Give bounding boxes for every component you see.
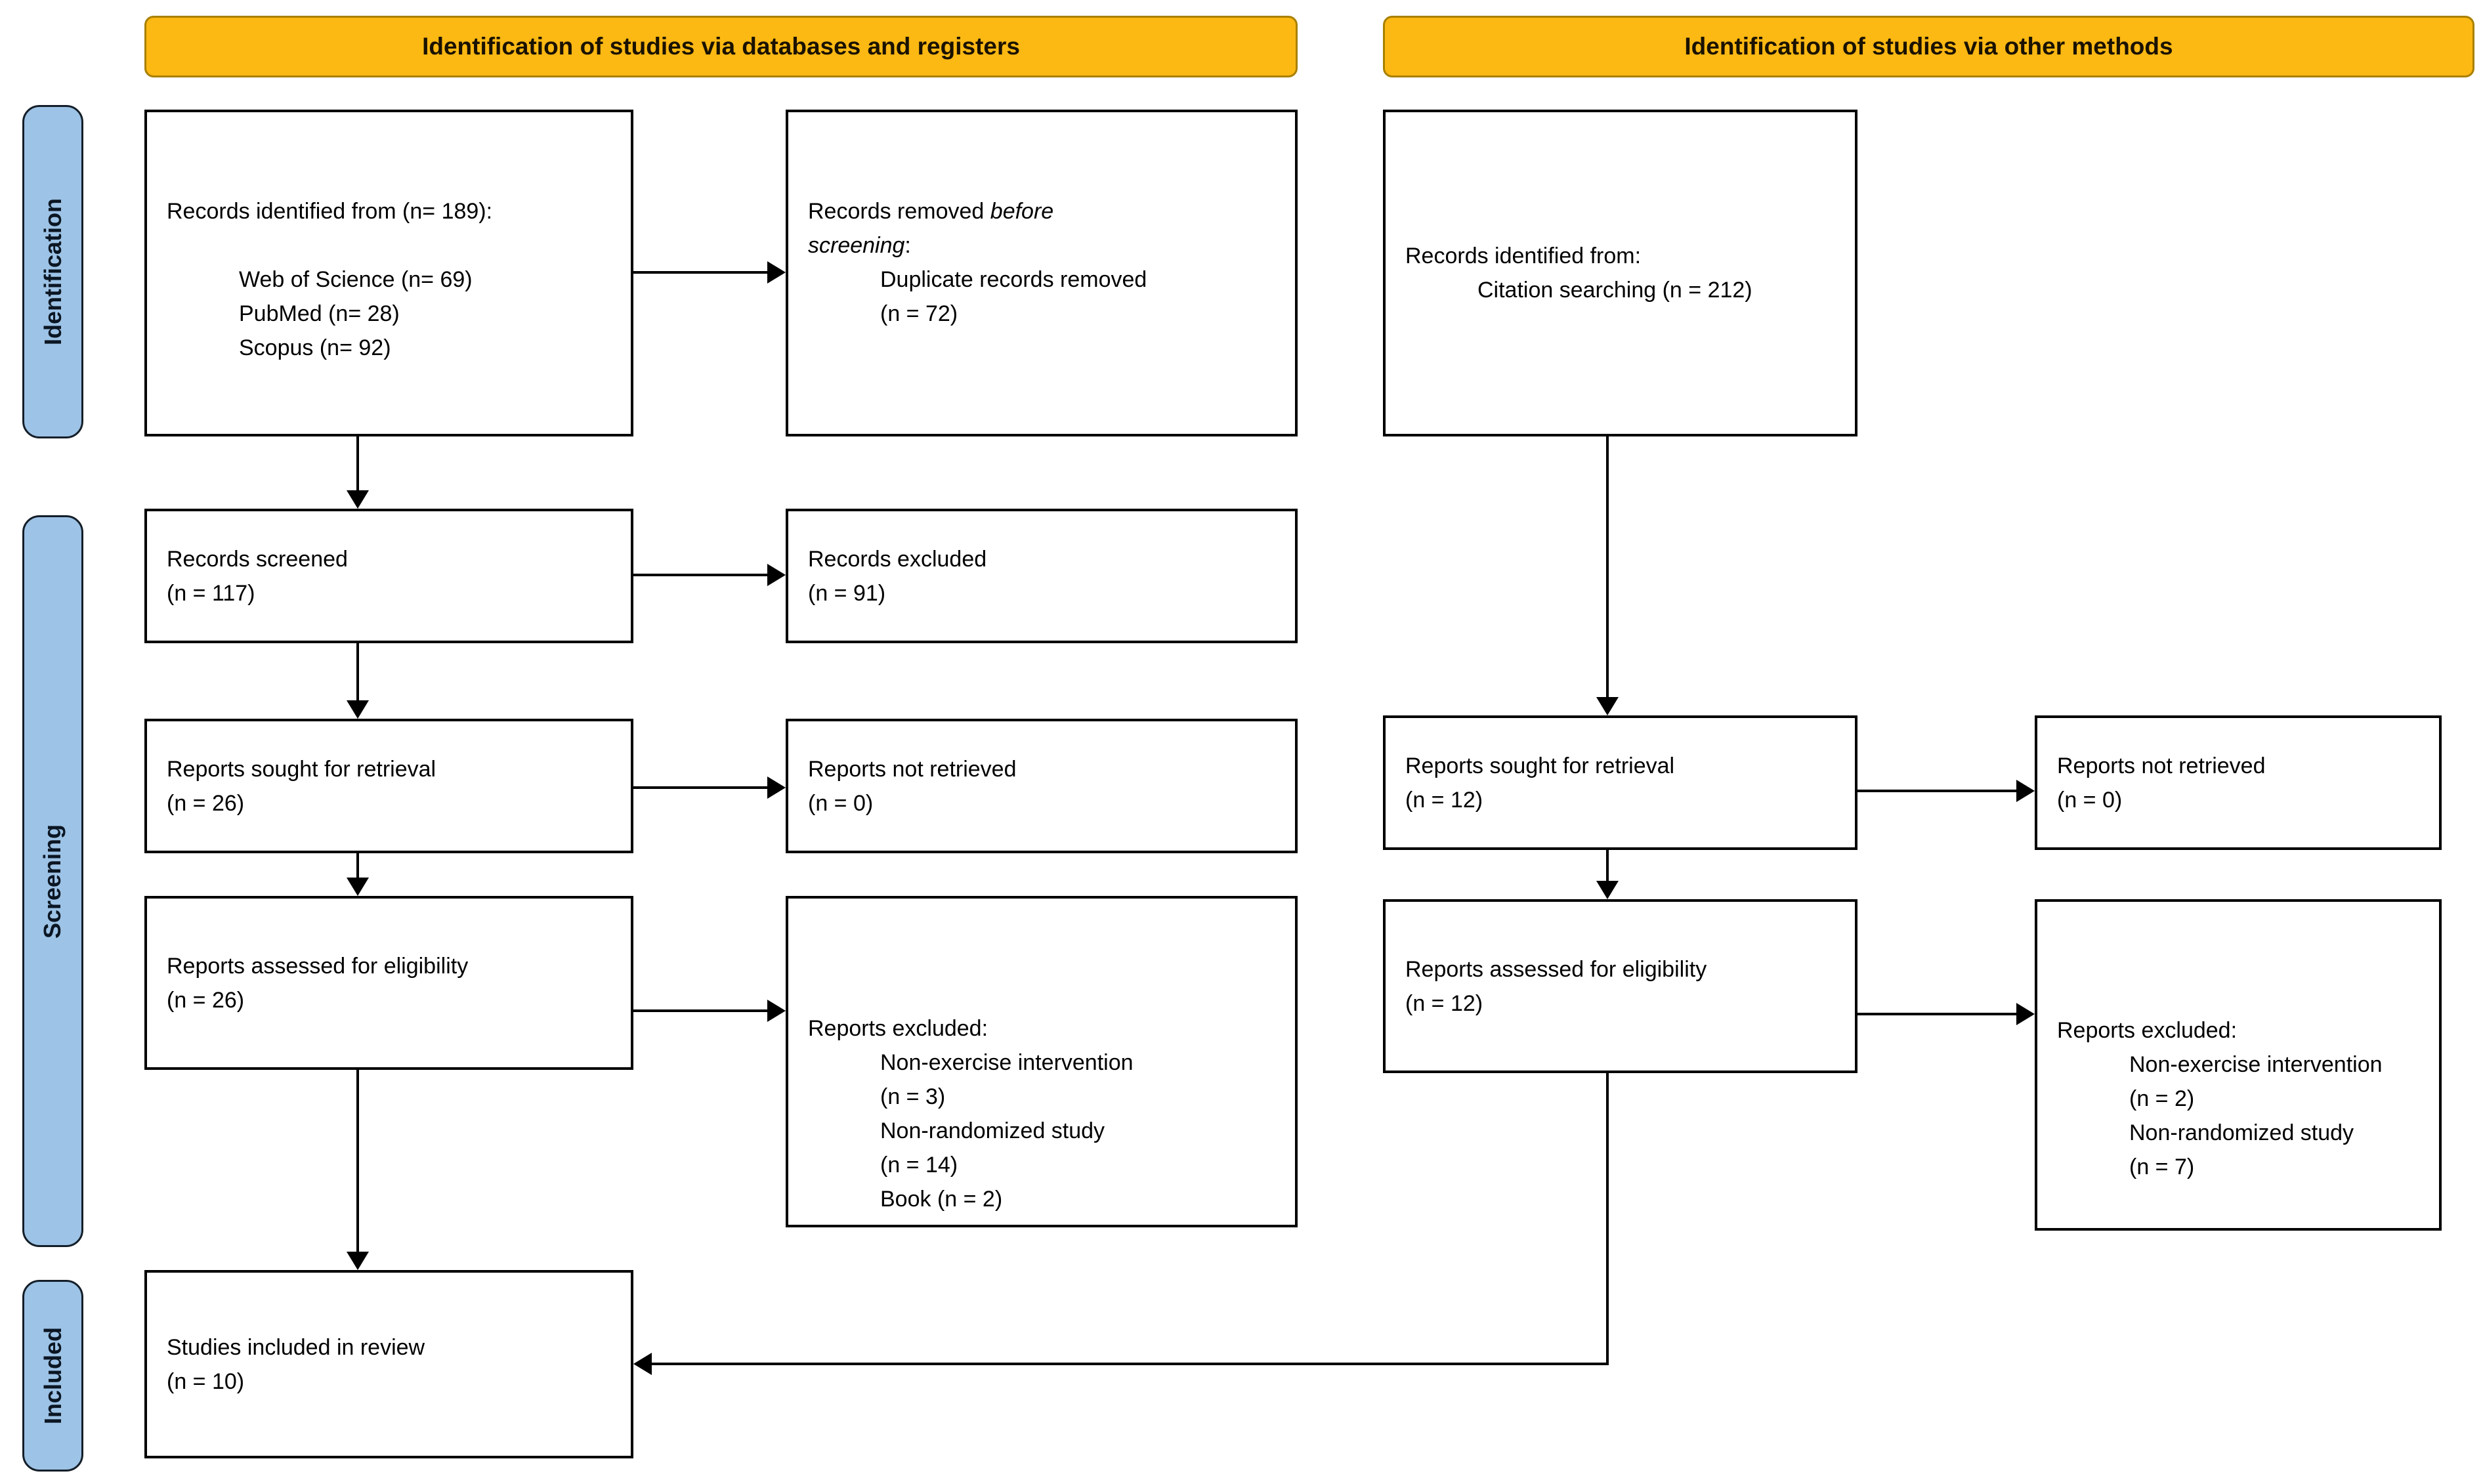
arrow-assessed-to-excluded-head bbox=[767, 1000, 786, 1022]
arrow-sought-to-not-retrieved-head bbox=[767, 776, 786, 799]
box-text-line: Scopus (n= 92) bbox=[239, 335, 391, 360]
box-text-line: Records screened bbox=[167, 546, 348, 572]
box-reports-assessed-eligibility-other bbox=[1383, 899, 1857, 1073]
box-text-line: (n = 26) bbox=[167, 790, 245, 816]
box-text-line: (n = 12) bbox=[1405, 990, 1483, 1016]
box-text-line: Book (n = 2) bbox=[880, 1187, 1003, 1212]
box-text-line: Reports sought for retrieval bbox=[1405, 753, 1675, 778]
box-text-line: (n = 91) bbox=[808, 580, 886, 606]
box-text-line: Non-exercise intervention bbox=[880, 1050, 1134, 1075]
arrow-identified-to-removed-head bbox=[767, 261, 786, 284]
box-text-line bbox=[788, 228, 1295, 263]
box-text-italic: before bbox=[990, 199, 1054, 224]
stage-label-included-text: Included bbox=[39, 1326, 66, 1425]
arrow-sought-other-to-assessed-line bbox=[1606, 850, 1609, 881]
arrow-assessed-other-to-excluded-head bbox=[2016, 1003, 2035, 1025]
box-text-line: Reports not retrieved bbox=[2057, 753, 2266, 778]
arrow-screened-to-excluded-line bbox=[633, 574, 767, 576]
box-text-line: (n = 0) bbox=[2057, 787, 2123, 813]
box-records-excluded bbox=[786, 509, 1298, 643]
stage-label-included bbox=[22, 1280, 83, 1472]
box-text-line bbox=[788, 194, 1295, 228]
arrow-assessed-to-excluded-line bbox=[633, 1009, 767, 1012]
stage-label-identification-text: Identification bbox=[39, 198, 66, 345]
box-text-line: (n = 14) bbox=[880, 1153, 958, 1177]
box-text-line: Reports not retrieved bbox=[808, 756, 1017, 782]
box-text-line: PubMed (n= 28) bbox=[239, 301, 400, 326]
banner-databases-registers: Identification of studies via databases and registers bbox=[144, 16, 1298, 77]
box-text-line: Web of Science (n= 69) bbox=[239, 267, 473, 292]
box-text-segment: Records removed bbox=[808, 199, 985, 224]
arrow-assessed-other-to-included-vertical-line bbox=[1606, 1073, 1609, 1365]
box-records-identified-other-methods bbox=[1383, 110, 1857, 436]
arrow-citation-to-sought-head bbox=[1596, 697, 1619, 715]
arrow-screened-to-sought-head bbox=[347, 700, 369, 719]
box-text-line: (n = 0) bbox=[808, 790, 874, 816]
stage-label-screening-text: Screening bbox=[39, 824, 66, 939]
box-records-identified-databases bbox=[144, 110, 633, 436]
arrow-identified-to-removed-line bbox=[633, 271, 767, 274]
arrow-sought-to-assessed-line bbox=[356, 853, 359, 878]
box-reports-not-retrieved-other bbox=[2035, 715, 2442, 850]
box-text-line: (n = 3) bbox=[880, 1084, 946, 1109]
box-reports-assessed-eligibility-databases bbox=[144, 896, 633, 1070]
box-reports-sought-retrieval-other bbox=[1383, 715, 1857, 850]
box-reports-not-retrieved-databases bbox=[786, 719, 1298, 853]
banner-other-methods: Identification of studies via other methods bbox=[1383, 16, 2474, 77]
arrow-citation-to-sought-line bbox=[1606, 436, 1609, 697]
box-studies-included-review bbox=[144, 1270, 633, 1458]
arrow-identified-to-screened-line bbox=[356, 436, 359, 490]
box-reports-excluded-other bbox=[2035, 899, 2442, 1231]
box-text-line: Reports excluded: bbox=[2057, 1018, 2238, 1043]
box-text-line: Non-exercise intervention bbox=[2129, 1052, 2383, 1077]
box-text-line: (n = 7) bbox=[2129, 1155, 2195, 1179]
arrow-assessed-other-to-excluded-line bbox=[1857, 1013, 2016, 1015]
arrow-screened-to-sought-line bbox=[356, 643, 359, 700]
box-text-line: Studies included in review bbox=[167, 1334, 425, 1360]
box-text-line: (n = 72) bbox=[880, 301, 958, 326]
box-text-line: (n = 10) bbox=[167, 1368, 245, 1394]
box-records-screened bbox=[144, 509, 633, 643]
box-text-line: Non-randomized study bbox=[2129, 1120, 2354, 1145]
arrow-assessed-to-included-head bbox=[347, 1252, 369, 1270]
box-text-line: Reports assessed for eligibility bbox=[167, 953, 469, 979]
box-text-segment: : bbox=[904, 233, 911, 258]
box-text-line: Duplicate records removed bbox=[880, 267, 1147, 292]
arrow-assessed-other-to-included-horizontal-line bbox=[652, 1363, 1609, 1365]
box-text-line: Reports assessed for eligibility bbox=[1405, 956, 1707, 982]
arrow-assessed-to-included-line bbox=[356, 1070, 359, 1252]
arrow-assessed-other-to-included-head bbox=[633, 1353, 652, 1375]
box-text-line: Records excluded bbox=[808, 546, 987, 572]
box-text-line: Reports excluded: bbox=[808, 1016, 988, 1041]
spacer bbox=[147, 228, 631, 263]
box-text-line: Reports sought for retrieval bbox=[167, 756, 436, 782]
box-text-line: (n = 2) bbox=[2129, 1086, 2195, 1111]
box-reports-excluded-databases bbox=[786, 896, 1298, 1227]
box-text-line: (n = 117) bbox=[167, 580, 255, 606]
arrow-sought-to-assessed-head bbox=[347, 878, 369, 896]
box-text-line: (n = 12) bbox=[1405, 787, 1483, 813]
arrow-sought-other-to-assessed-head bbox=[1596, 881, 1619, 899]
box-text-line: Citation searching (n = 212) bbox=[1477, 278, 1752, 303]
arrow-identified-to-screened-head bbox=[347, 490, 369, 509]
box-records-removed-before-screening bbox=[786, 110, 1298, 436]
arrow-screened-to-excluded-head bbox=[767, 564, 786, 586]
stage-label-screening bbox=[22, 515, 83, 1247]
stage-label-identification bbox=[22, 105, 83, 438]
box-text-line: Records identified from (n= 189): bbox=[167, 199, 493, 224]
box-text-line: Records identified from: bbox=[1405, 244, 1642, 268]
arrow-sought-other-to-not-retrieved-line bbox=[1857, 790, 2016, 792]
arrow-sought-other-to-not-retrieved-head bbox=[2016, 780, 2035, 802]
box-text-line: Non-randomized study bbox=[880, 1118, 1105, 1143]
box-text-italic: screening bbox=[808, 233, 905, 258]
box-text-line: (n = 26) bbox=[167, 987, 245, 1013]
arrow-sought-to-not-retrieved-line bbox=[633, 786, 767, 789]
box-reports-sought-retrieval-databases bbox=[144, 719, 633, 853]
